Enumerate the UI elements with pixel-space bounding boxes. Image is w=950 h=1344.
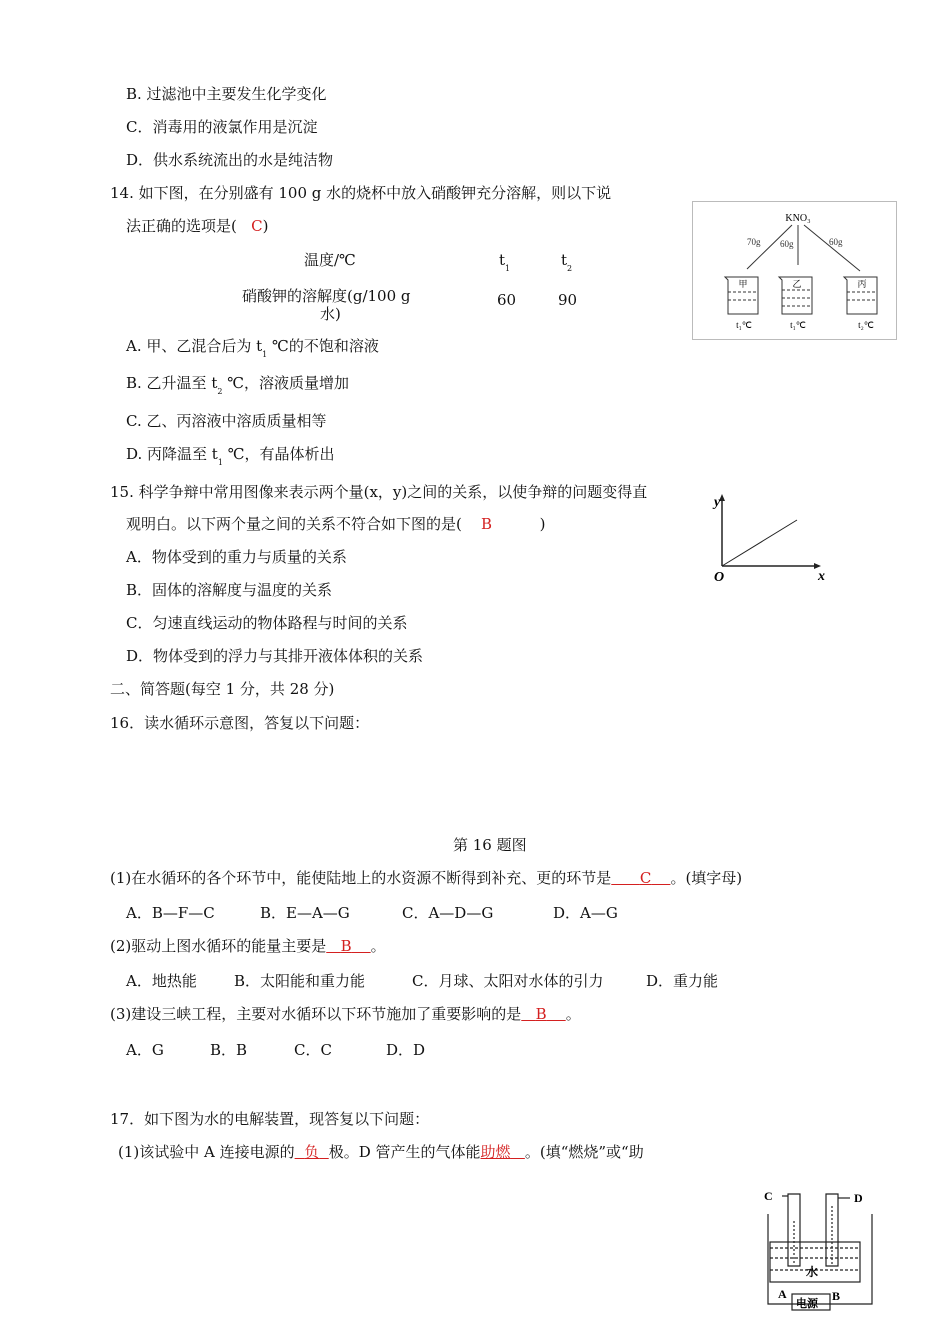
label-b: B	[832, 1289, 841, 1303]
table-temp-label: 温度/℃	[304, 251, 356, 269]
q16-p2-text: (2)驱动上图水循环的能量主要是	[110, 937, 327, 955]
q14-option-c	[126, 411, 326, 431]
table-t1	[499, 250, 510, 279]
label-c: C	[764, 1189, 773, 1203]
power-label: 电源	[796, 1298, 818, 1310]
q17-part1	[118, 1142, 644, 1162]
answer: B	[535, 1005, 547, 1023]
q15-option-b: B．固体的溶解度与温度的关系	[126, 581, 333, 599]
q13-option-c: C．消毒用的液氯作用是沉淀	[126, 118, 318, 136]
t1: t	[499, 251, 506, 269]
q14-option-b	[126, 373, 349, 402]
temp-label: t₁℃	[736, 320, 752, 330]
t1-sub: 1	[505, 264, 511, 273]
kno3-label: KNO₃	[785, 213, 811, 224]
beaker-label: 乙	[792, 279, 802, 289]
q14-option-a	[126, 336, 379, 365]
label-d: D	[854, 1191, 863, 1205]
table-solubility-label: 硝酸钾的溶解度(g/100 g	[242, 287, 411, 305]
option: A．地热能	[126, 972, 197, 990]
q14-answer: C	[251, 217, 263, 235]
mass-label: 60g	[780, 239, 794, 249]
table-value-t2: 90	[558, 291, 578, 309]
t2: t	[561, 251, 568, 269]
q15-option-a: A．物体受到的重力与质量的关系	[126, 548, 347, 566]
t2-sub: 2	[567, 264, 573, 273]
q17-stem: 17．如下图为水的电解装置，现答复以下问题：	[110, 1110, 430, 1128]
q16-p3-tail: 。	[565, 1005, 581, 1023]
label-a: A	[778, 1287, 787, 1301]
q17-answer-1	[295, 1143, 329, 1161]
option: B．B	[210, 1041, 248, 1059]
opt-text: ℃，溶液质量增加	[222, 374, 350, 392]
origin-label: O	[714, 570, 725, 585]
option: A．B—F—C	[126, 904, 215, 922]
option: B．E—A—G	[260, 904, 350, 922]
answer: 负	[304, 1143, 320, 1161]
y-label: y	[714, 495, 721, 510]
q16-part2	[110, 936, 386, 956]
option: D．A—G	[553, 904, 618, 922]
opt-sub: 2	[217, 387, 223, 396]
q17-answer-2	[481, 1143, 525, 1161]
q15-answer: B	[480, 515, 492, 533]
section-2-heading: 二、简答题(每空 1 分，共 28 分)	[110, 680, 335, 698]
q16-part1	[110, 868, 742, 888]
kno3-beakers-figure	[692, 201, 897, 340]
q16-part3	[110, 1004, 581, 1024]
option: D．重力能	[646, 972, 719, 990]
table-value-t1: 60	[497, 291, 517, 309]
electrolysis-apparatus-figure	[760, 1186, 880, 1316]
q16-p1-tail: 。(填字母)	[670, 869, 743, 887]
opt-text: D. 丙降温至 t	[126, 445, 218, 463]
mass-label: 60g	[829, 237, 843, 247]
answer: C	[639, 869, 652, 887]
water-label: 水	[806, 1265, 819, 1279]
q14-option-d	[126, 444, 334, 473]
q15-option-d: D．物体受到的浮力与其排开液体体积的关系	[126, 647, 424, 665]
xy-line-graph	[705, 488, 835, 588]
q16-p3-answer	[521, 1005, 565, 1023]
q15-stem-line2	[126, 514, 546, 534]
q16-p2-answer	[326, 937, 370, 955]
q15-stem-line1: 15. 科学争辩中常用图像来表示两个量(x，y)之间的关系，以使争辩的问题变得直	[110, 483, 648, 501]
answer: 助燃	[480, 1143, 511, 1161]
temp-label: t₁℃	[790, 320, 806, 330]
q17-text: 极。D 管产生的气体能	[328, 1143, 481, 1161]
q17-text: 。(填“燃烧”或“助	[524, 1143, 644, 1161]
q14-stem-line1: 14. 如下图，在分别盛有 100 g 水的烧杯中放入硝酸钾充分溶解，则以下说	[110, 184, 612, 202]
option: A．G	[126, 1041, 164, 1059]
answer: B	[340, 937, 352, 955]
opt-sub: 1	[217, 458, 223, 467]
option: D．D	[386, 1041, 426, 1059]
option: C．月球、太阳对水体的引力	[412, 972, 604, 990]
q16-p2-tail: 。	[370, 937, 386, 955]
mass-label: 70g	[747, 237, 761, 247]
opt-text: ℃，有晶体析出	[222, 445, 335, 463]
q15-close: )	[539, 515, 546, 533]
option: C．C	[294, 1041, 332, 1059]
option: C．A—D—G	[402, 904, 494, 922]
x-label: x	[818, 569, 825, 584]
opt-sub: 1	[262, 350, 268, 359]
opt-text: ℃的不饱和溶液	[267, 337, 379, 355]
q13-option-d: D．供水系统流出的水是纯洁物	[126, 151, 334, 169]
q13-option-b: B. 过滤池中主要发生化学变化	[126, 85, 327, 103]
q15-option-c: C．匀速直线运动的物体路程与时间的关系	[126, 614, 408, 632]
opt-text: A. 甲、乙混合后为 t	[126, 337, 263, 355]
table-t2	[561, 250, 572, 279]
opt-text: C. 乙、丙溶液中溶质质量相等	[126, 412, 327, 430]
option: B．太阳能和重力能	[234, 972, 366, 990]
beaker-label: 丙	[857, 279, 867, 289]
table-solubility-label-2: 水)	[320, 305, 341, 323]
q15-stem-text: 观明白。以下两个量之间的关系不符合如下图的是(	[126, 515, 462, 533]
q16-p3-text: (3)建设三峡工程，主要对水循环以下环节施加了重要影响的是	[110, 1005, 522, 1023]
beaker-label: 甲	[738, 279, 748, 289]
q14-stem-text: 法正确的选项是(	[126, 217, 237, 235]
q14-stem-line2	[126, 216, 269, 236]
opt-text: B. 乙升温至 t	[126, 374, 218, 392]
q16-figure-caption: 第 16 题图	[453, 836, 527, 854]
temp-label: t₂℃	[858, 320, 874, 330]
q16-p1-text: (1)在水循环的各个环节中，能使陆地上的水资源不断得到补充、更的环节是	[110, 869, 612, 887]
q16-p1-answer	[611, 869, 670, 887]
q16-stem: 16．读水循环示意图，答复以下问题：	[110, 714, 370, 732]
proportional-line	[722, 520, 797, 566]
q17-text: (1)该试验中 A 连接电源的	[118, 1143, 295, 1161]
q14-close: )	[262, 217, 269, 235]
